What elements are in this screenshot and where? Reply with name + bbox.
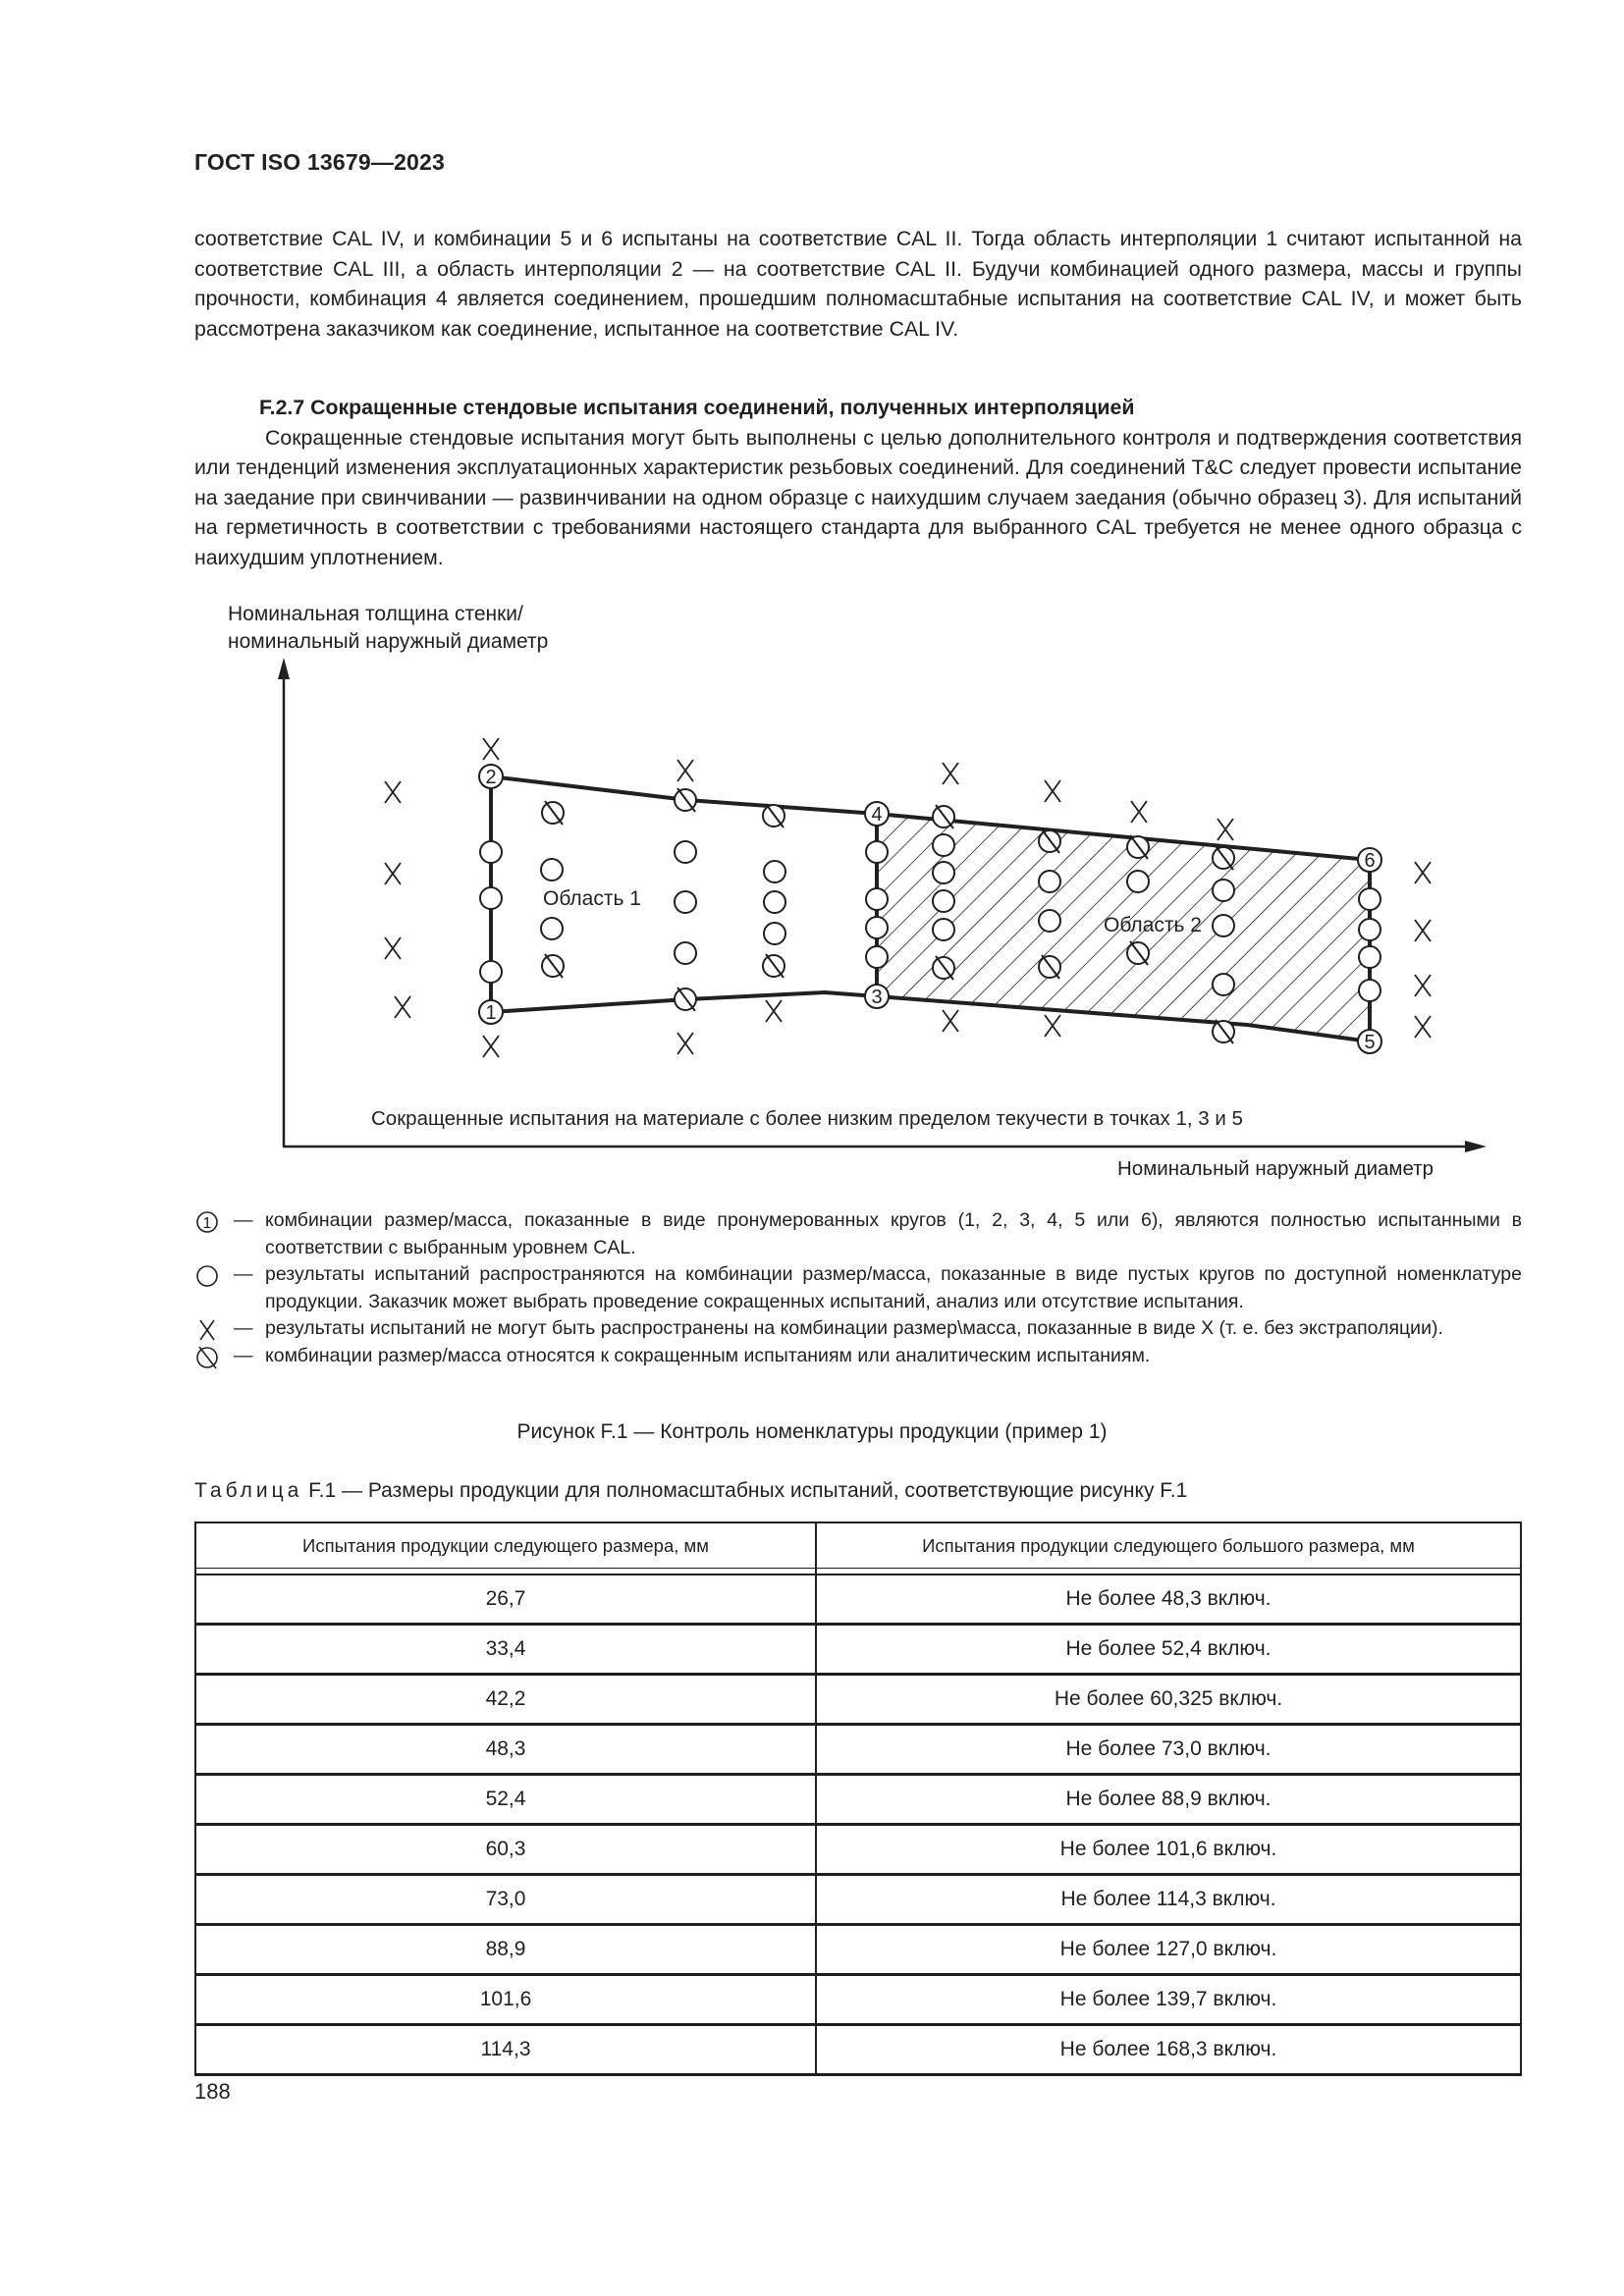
table-row (195, 1625, 1521, 1675)
table-row (195, 1825, 1521, 1875)
legend-item-numbered: 1 — комбинации размер/масса, показанные в виде пронумерованных кругов (1, 2, 3, 4, 5 или 6), являются полностью испытанными в соответствии с выбранным уровнем CAL. (194, 1207, 1522, 1261)
figure-legend (194, 1207, 1522, 1369)
size-cell: 52,4 (195, 1775, 816, 1825)
slashed-circle-icon (194, 1346, 224, 1369)
region-2-label: Область 2 (1104, 914, 1202, 936)
numbered-circle-icon (194, 1210, 224, 1234)
product-sizes-table (194, 1522, 1522, 2076)
legend-item-x-mark: — результаты испытаний не могут быть распространены на комбинации размер\масса, показанные в виде X (т. е. без экстраполяции). (194, 1315, 1522, 1343)
y-axis-arrow-icon (278, 658, 290, 679)
size-cell: 73,0 (195, 1875, 816, 1925)
larger-size-cell: Не более 127,0 включ. (816, 1925, 1521, 1975)
empty-circle-icon (194, 1264, 224, 1288)
table-row (195, 1775, 1521, 1825)
size-cell: 33,4 (195, 1625, 816, 1675)
column-header: Испытания продукции следующего размера, мм (195, 1522, 816, 1569)
legend-text: результаты испытаний не могут быть распространены на комбинации размер\масса, показанные в виде X (т. е. без экстраполяции). (265, 1317, 1443, 1339)
svg-text:2: 2 (485, 767, 497, 788)
svg-text:5: 5 (1364, 1032, 1376, 1053)
point-2 (479, 765, 503, 788)
region-1-label: Область 1 (543, 887, 641, 910)
table-row (195, 1975, 1521, 2025)
x-axis-label: Номинальный наружный диаметр (1117, 1157, 1435, 1180)
size-cell: 101,6 (195, 1975, 816, 2025)
larger-size-cell: Не более 60,325 включ. (816, 1675, 1521, 1725)
svg-text:6: 6 (1364, 850, 1376, 872)
table-caption-text: F.1 — Размеры продукции для полномасштабных испытаний, соответствующие рисунку F.1 (302, 1479, 1188, 1502)
larger-size-cell: Не более 114,3 включ. (816, 1875, 1521, 1925)
point-1 (479, 1000, 503, 1024)
size-cell: 26,7 (195, 1575, 816, 1625)
legend-item-slashed-circle: — комбинации размер/масса относятся к сокращенным испытаниям или аналитическим испытаниям. (194, 1343, 1522, 1370)
larger-size-cell: Не более 48,3 включ. (816, 1575, 1521, 1625)
size-cell: 114,3 (195, 2025, 816, 2075)
page-number: 188 (194, 2079, 231, 2104)
section-body: Сокращенные стендовые испытания могут быть выполнены с целью дополнительного контроля и подтверждения соответствия или тенденций изменения эксплуатационных характеристик резьбовых соединений. Для соединений T&C следует провести испытание на заедание при свинчивании — развинчивании на одном образце с наихудшим случаем заедания (обычно образец 3). Для испытаний на герметичность в соответствии с требованиями настоящего стандарта для выбранного CAL требуется не менее одного образца с наихудшим уплотнением. (194, 425, 1522, 569)
larger-size-cell: Не более 73,0 включ. (816, 1725, 1521, 1775)
svg-text:1: 1 (485, 1002, 497, 1024)
table-row (195, 1875, 1521, 1925)
size-cell: 42,2 (195, 1675, 816, 1725)
legend-text: комбинации размер/масса относятся к сокращенным испытаниям или аналитическим испытаниям. (265, 1344, 1151, 1366)
table-row (195, 1675, 1521, 1725)
document-header: ГОСТ ISO 13679—2023 (194, 149, 446, 175)
svg-text:4: 4 (871, 804, 883, 826)
point-5 (1358, 1030, 1381, 1053)
legend-text: комбинации размер/масса, показанные в виде пронумерованных кругов (1, 2, 3, 4, 5 или 6), являются полностью испытанными в соответствии с выбранным уровнем CAL. (265, 1209, 1522, 1258)
column-header: Испытания продукции следующего большого размера, мм (816, 1522, 1521, 1569)
table-row (195, 1575, 1521, 1625)
legend-item-empty-circle: — результаты испытаний распространяются на комбинации размер/масса, показанные в виде пустых кругов по доступной номенклатуре продукции. Заказчик может выбрать проведение сокращенных испытаний, анализ или отсутствие испытания. (194, 1261, 1522, 1315)
legend-text: результаты испытаний распространяются на комбинации размер/масса, показанные в виде пустых кругов по доступной номенклатуре продукции. Заказчик может выбрать проведение сокращенных испытаний, анализ или отсутствие испытания. (265, 1263, 1522, 1312)
table-caption-prefix: Таблица (194, 1479, 303, 1502)
size-cell: 60,3 (195, 1825, 816, 1875)
larger-size-cell: Не более 168,3 включ. (816, 2025, 1521, 2075)
table-caption (194, 1479, 1187, 1503)
section-heading: F.2.7 Сокращенные стендовые испытания соединений, полученных интерполяцией (259, 396, 1135, 419)
y-axis-label-line2: номинальный наружный диаметр (228, 630, 549, 653)
svg-text:3: 3 (871, 987, 883, 1008)
x-axis-arrow-icon (1465, 1141, 1487, 1152)
figure-caption: Рисунок F.1 — Контроль номенклатуры продукции (пример 1) (516, 1420, 1108, 1443)
larger-size-cell: Не более 139,7 включ. (816, 1975, 1521, 2025)
svg-text:1: 1 (202, 1215, 212, 1232)
size-cell: 88,9 (195, 1925, 816, 1975)
table-row (195, 2025, 1521, 2075)
figure-bottom-note: Сокращенные испытания на материале с более низким пределом текучести в точках 1, 3 и 5 (371, 1107, 1243, 1130)
point-4 (865, 802, 889, 826)
intro-paragraph-text: соответствие CAL IV, и комбинации 5 и 6 испытаны на соответствие CAL II. Тогда область интерполяции 1 считают испытанной на соответствие CAL III, а область интерполяции 2 — на соответствие CAL II. Будучи комбинацией одного размера, массы и группы прочности, комбинация 4 является соединением, прошедшим полномасштабные испытания на соответствие CAL IV, и может быть рассмотрена заказчиком как соединение, испытанное на соответствие CAL IV. (194, 227, 1522, 341)
table-row (195, 1925, 1521, 1975)
point-3 (865, 985, 889, 1008)
larger-size-cell: Не более 88,9 включ. (816, 1775, 1521, 1825)
y-axis-label-line1: Номинальная толщина стенки/ (228, 603, 523, 625)
table-header-row (195, 1522, 1521, 1569)
table-row (195, 1725, 1521, 1775)
size-cell: 48,3 (195, 1725, 816, 1775)
larger-size-cell: Не более 101,6 включ. (816, 1825, 1521, 1875)
x-mark-icon (194, 1318, 224, 1342)
point-6 (1358, 848, 1381, 872)
larger-size-cell: Не более 52,4 включ. (816, 1625, 1521, 1675)
